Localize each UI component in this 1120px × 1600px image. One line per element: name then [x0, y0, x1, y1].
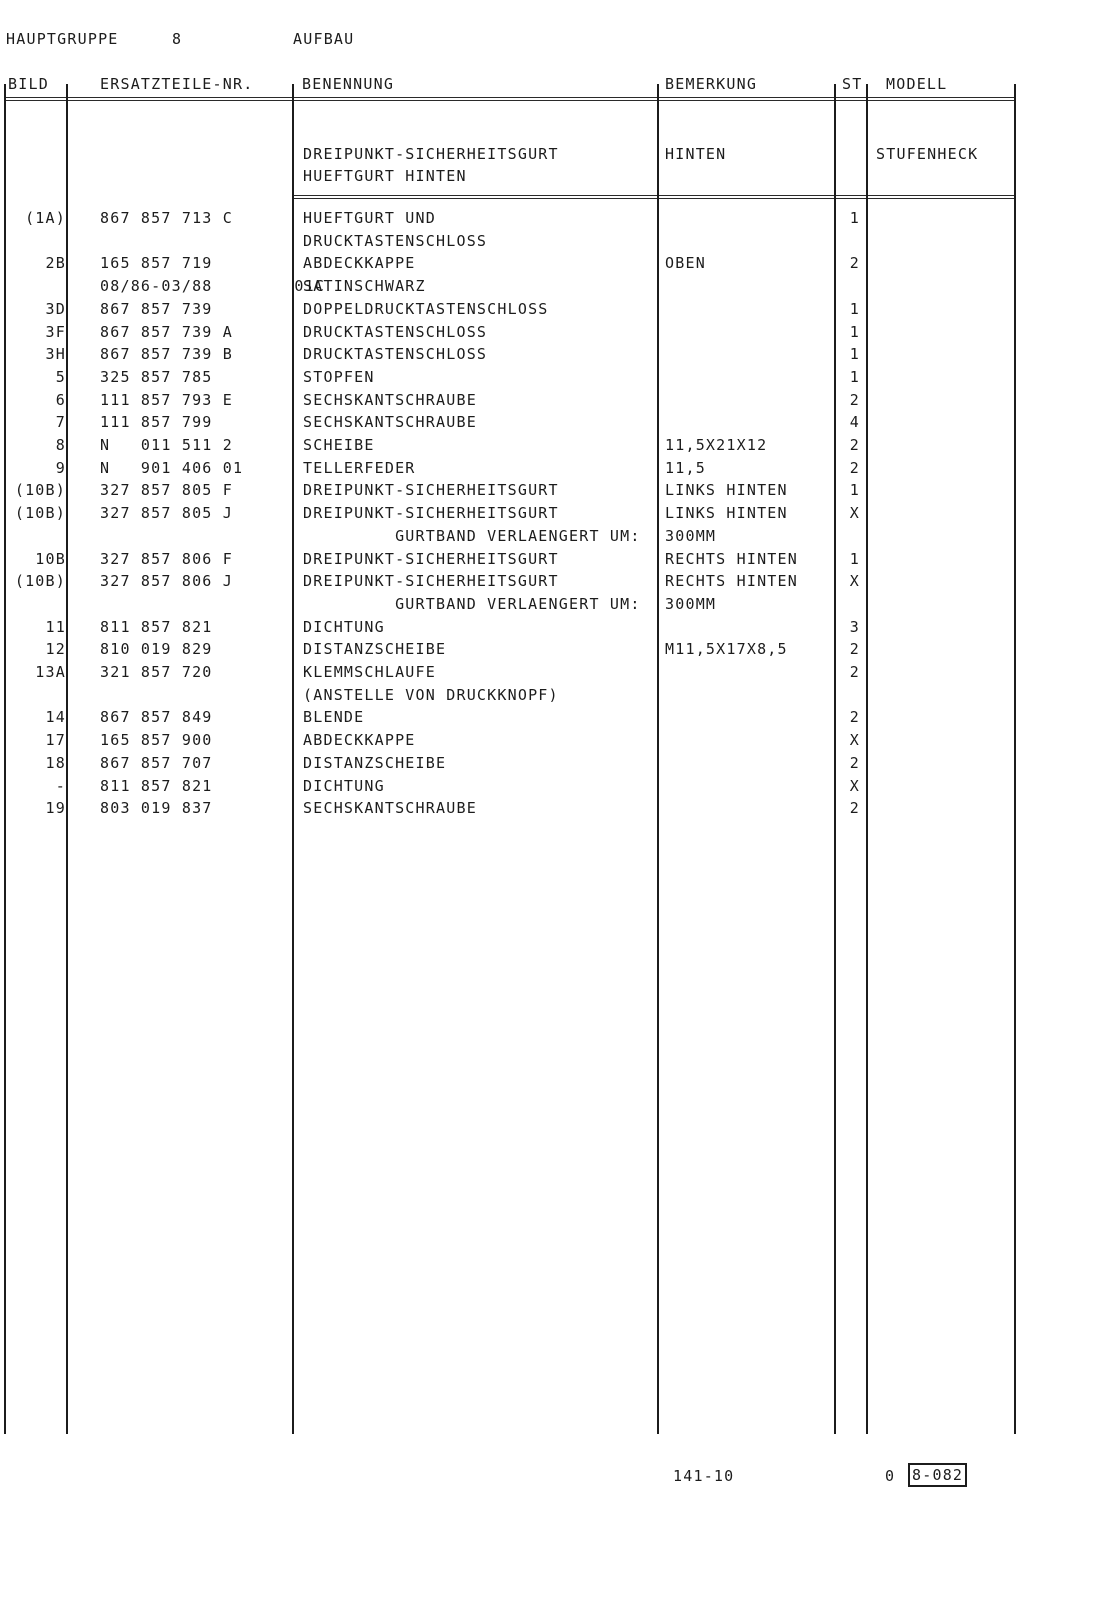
cell-bemerkung: M11,5X17X8,5	[665, 640, 788, 659]
cell-bild: 13A	[35, 663, 66, 681]
cell-stueck: 1	[849, 345, 860, 364]
cell-benennung: DOPPELDRUCKTASTENSCHLOSS	[303, 299, 549, 318]
cell-benennung: DICHTUNG	[303, 776, 385, 795]
cell-stueck: 2	[849, 436, 860, 454]
cell-bild: (10B)	[14, 572, 66, 591]
cell-stueck: X	[849, 731, 860, 750]
cell-bild: 17	[45, 731, 66, 750]
cell-benennung: DRUCKTASTENSCHLOSS	[303, 345, 488, 364]
cell-stueck: 4	[849, 413, 860, 432]
cell-benennung: GURTBAND VERLAENGERT UM:	[303, 526, 641, 545]
cell-stueck: X	[849, 572, 860, 591]
table-row	[0, 207, 1100, 230]
table-row	[0, 548, 1100, 571]
group-number: 8	[172, 30, 183, 48]
table-row	[0, 593, 1100, 616]
cell-part-number: 867 857 713 C	[100, 209, 233, 227]
table-row	[0, 797, 1100, 820]
cell-stueck: 2	[849, 708, 860, 727]
cell-part-number: 803 019 837	[100, 799, 213, 818]
table-row	[0, 775, 1100, 798]
table-row	[0, 275, 1100, 298]
group-name: AUFBAU	[293, 30, 355, 48]
cell-stueck: 2	[849, 640, 860, 659]
cell-part-number: 321 857 720	[100, 663, 213, 681]
cell-bemerkung: 11,5	[665, 458, 706, 477]
cell-benennung: DREIPUNKT-SICHERHEITSGURT	[303, 504, 559, 523]
cell-bild: 14	[45, 708, 66, 727]
cell-bild: (10B)	[14, 504, 66, 523]
table-row	[0, 638, 1100, 661]
cell-stueck: 2	[849, 390, 860, 409]
table-row	[0, 343, 1100, 366]
cell-bild: 2B	[45, 254, 66, 273]
cell-bild: 7	[55, 413, 66, 432]
cell-part-number: 867 857 739 A	[100, 322, 233, 341]
cell-benennung: SECHSKANTSCHRAUBE	[303, 413, 477, 432]
cell-bild: 18	[45, 753, 66, 772]
cell-part-number: N 901 406 01	[100, 458, 244, 477]
cell-benennung: GURTBAND VERLAENGERT UM:	[303, 594, 641, 613]
cell-part-number: 327 857 805 F	[100, 481, 233, 500]
cell-stueck: 2	[849, 799, 860, 818]
col-header-bemerkung: BEMERKUNG	[665, 75, 758, 93]
cell-stueck: 1	[849, 322, 860, 341]
cell-stueck: 2	[849, 663, 860, 681]
table-row	[0, 457, 1100, 480]
cell-bemerkung: LINKS HINTEN	[665, 481, 788, 500]
cell-benennung: DICHTUNG	[303, 617, 385, 636]
table-row	[0, 570, 1100, 593]
table-row	[0, 230, 1100, 253]
table-row	[0, 298, 1100, 321]
table-row	[0, 661, 1100, 684]
cell-stueck: X	[849, 776, 860, 795]
table-row	[0, 525, 1100, 548]
cell-stueck: 1	[849, 209, 860, 227]
table-row	[0, 411, 1100, 434]
cell-bild: 9	[55, 458, 66, 477]
cell-benennung: (ANSTELLE VON DRUCKKNOPF)	[303, 685, 559, 704]
table-row	[0, 729, 1100, 752]
col-header-nr: ERSATZTEILE-NR.	[100, 75, 254, 93]
cell-part-number: 810 019 829	[100, 640, 213, 659]
cell-bemerkung: RECHTS HINTEN	[665, 572, 798, 591]
cell-part-number: 327 857 805 J	[100, 504, 233, 523]
cell-stueck: 1	[849, 299, 860, 318]
cell-bemerkung: RECHTS HINTEN	[665, 549, 798, 568]
cell-part-number: 165 857 719	[100, 254, 213, 273]
table-row	[0, 502, 1100, 525]
section-modell: STUFENHECK	[876, 145, 979, 163]
cell-stueck: X	[849, 504, 860, 523]
cell-part-number: 811 857 821	[100, 617, 213, 636]
section-title: DREIPUNKT-SICHERHEITSGURT	[303, 145, 559, 163]
cell-benennung: BLENDE	[303, 708, 365, 727]
table-row	[0, 752, 1100, 775]
header-double-rule	[4, 97, 1016, 101]
table-row	[0, 389, 1100, 412]
cell-part-number: 327 857 806 F	[100, 549, 233, 568]
cell-bild: 3F	[45, 322, 66, 341]
cell-bemerkung: 300MM	[665, 526, 717, 545]
table-row	[0, 252, 1100, 275]
cell-part-number: N 011 511 2	[100, 436, 233, 454]
table-row	[0, 616, 1100, 639]
cell-benennung: SECHSKANTSCHRAUBE	[303, 799, 477, 818]
cell-benennung: ABDECKKAPPE	[303, 254, 416, 273]
cell-stueck: 2	[849, 458, 860, 477]
cell-benennung: KLEMMSCHLAUFE	[303, 663, 436, 681]
cell-part-number: 111 857 799	[100, 413, 213, 432]
cell-stueck: 3	[849, 617, 860, 636]
cell-part-number: 325 857 785	[100, 367, 213, 386]
cell-benennung: TELLERFEDER	[303, 458, 416, 477]
cell-part-number: 867 857 739	[100, 299, 213, 318]
cell-bild: 12	[45, 640, 66, 659]
col-header-st: ST	[842, 75, 863, 93]
cell-benennung: DRUCKTASTENSCHLOSS	[303, 231, 488, 250]
cell-benennung: DISTANZSCHEIBE	[303, 753, 447, 772]
table-row	[0, 321, 1100, 344]
cell-bemerkung: OBEN	[665, 254, 706, 273]
cell-part-number: 111 857 793 E	[100, 390, 233, 409]
cell-benennung: DREIPUNKT-SICHERHEITSGURT	[303, 481, 559, 500]
cell-stueck: 1	[849, 549, 860, 568]
cell-part-number: 867 857 849	[100, 708, 213, 727]
cell-bild: (1A)	[25, 209, 66, 227]
cell-benennung: SATINSCHWARZ	[303, 277, 426, 296]
cell-benennung: STOPFEN	[303, 367, 375, 386]
cell-part-number: 165 857 900	[100, 731, 213, 750]
table-row	[0, 684, 1100, 707]
cell-bild: 11	[45, 617, 66, 636]
cell-bild: 8	[55, 436, 66, 454]
cell-stueck: 1	[849, 367, 860, 386]
cell-benennung: ABDECKKAPPE	[303, 731, 416, 750]
cell-bild: 3D	[45, 299, 66, 318]
cell-part-number: 08/86-03/88 01C	[100, 277, 326, 296]
cell-benennung: DREIPUNKT-SICHERHEITSGURT	[303, 572, 559, 591]
cell-part-number: 811 857 821	[100, 776, 213, 795]
cell-part-number: 867 857 707	[100, 753, 213, 772]
cell-bemerkung: 11,5X21X12	[665, 436, 768, 454]
cell-bild: 3H	[45, 345, 66, 364]
cell-stueck: 2	[849, 254, 860, 273]
page-code-box: 8-082	[908, 1463, 967, 1487]
cell-stueck: 2	[849, 753, 860, 772]
group-label: HAUPTGRUPPE	[6, 30, 119, 48]
page-reference: 141-10	[673, 1467, 735, 1485]
table-row	[0, 434, 1100, 457]
section-double-rule	[294, 195, 1016, 199]
cell-benennung: DISTANZSCHEIBE	[303, 640, 447, 659]
cell-bemerkung: LINKS HINTEN	[665, 504, 788, 523]
col-header-benennung: BENENNUNG	[302, 75, 395, 93]
cell-benennung: HUEFTGURT UND	[303, 209, 436, 227]
cell-bild: 6	[55, 390, 66, 409]
table-row	[0, 706, 1100, 729]
cell-benennung: SCHEIBE	[303, 436, 375, 454]
cell-bemerkung: 300MM	[665, 594, 717, 613]
cell-bild: 10B	[35, 549, 66, 568]
cell-stueck: 1	[849, 481, 860, 500]
cell-benennung: DRUCKTASTENSCHLOSS	[303, 322, 488, 341]
cell-part-number: 867 857 739 B	[100, 345, 233, 364]
cell-bild: 19	[45, 799, 66, 818]
code-prefix: 0	[885, 1467, 896, 1485]
cell-bild: (10B)	[14, 481, 66, 500]
table-row	[0, 479, 1100, 502]
col-header-modell: MODELL	[886, 75, 948, 93]
col-header-bild: BILD	[8, 75, 49, 93]
section-bemerkung: HINTEN	[665, 145, 727, 163]
table-row	[0, 366, 1100, 389]
cell-bild: 5	[55, 367, 66, 386]
cell-benennung: SECHSKANTSCHRAUBE	[303, 390, 477, 409]
cell-benennung: DREIPUNKT-SICHERHEITSGURT	[303, 549, 559, 568]
cell-part-number: 327 857 806 J	[100, 572, 233, 591]
section-subtitle: HUEFTGURT HINTEN	[303, 167, 467, 185]
cell-bild: -	[55, 776, 66, 795]
